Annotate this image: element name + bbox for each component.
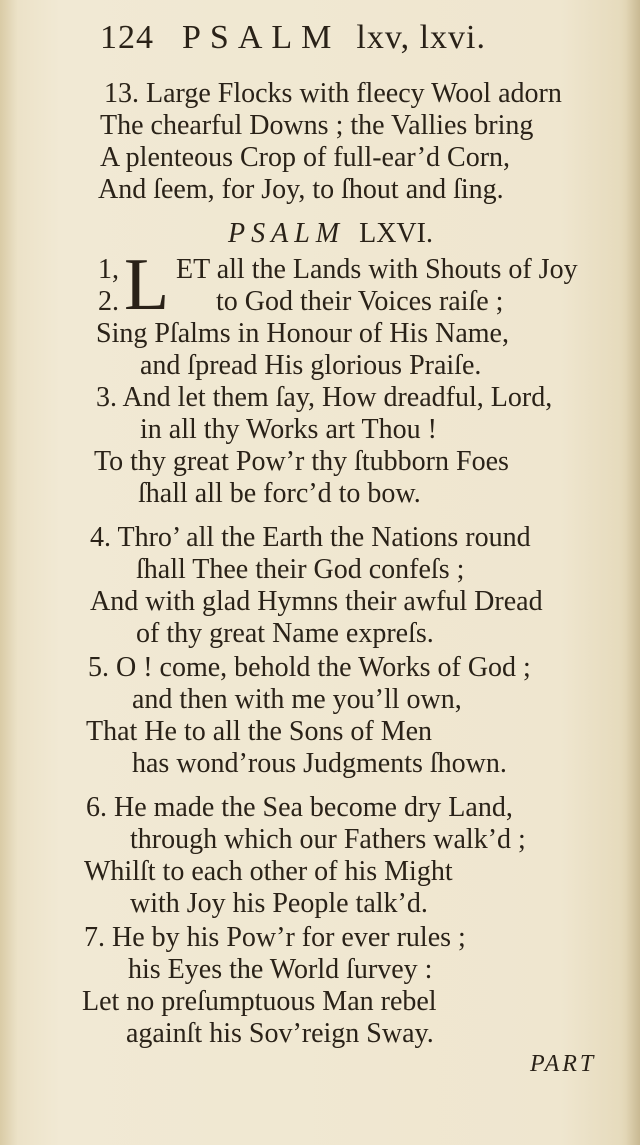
psalm-heading-word: PSALM — [228, 218, 346, 249]
verse-line: 4. Thro’ all the Earth the Nations round — [90, 522, 531, 553]
verse-line: againſt his Sov’reign Sway. — [126, 1018, 434, 1049]
header-psalms: lxv, lxvi. — [356, 19, 487, 56]
verse-line: and ſpread His glorious Praiſe. — [140, 350, 482, 381]
psalm-heading — [228, 218, 433, 250]
verse-line: To thy great Pow’r thy ſtubborn Foes — [94, 446, 509, 477]
verse-line: ſhall Thee their God confeſs ; — [136, 554, 465, 585]
catchword: PART — [530, 1051, 597, 1077]
verse-line: Whilſt to each other of his Might — [84, 856, 453, 887]
verse-line: And with glad Hymns their awful Dread — [90, 586, 543, 617]
verse-line: ET all the Lands with Shouts of Joy — [176, 254, 578, 285]
verse-line: 5. O ! come, behold the Works of God ; — [88, 652, 531, 683]
verse-line: Sing Pſalms in Honour of His Name, — [96, 318, 509, 349]
verse-line: The chearful Downs ; the Vallies bring — [100, 110, 534, 141]
verse-line: through which our Fathers walk’d ; — [130, 824, 526, 855]
verse-line: in all thy Works art Thou ! — [140, 414, 437, 445]
running-header — [100, 19, 487, 56]
verse-line: That He to all the Sons of Men — [86, 716, 433, 747]
verse-line: And ſeem, for Joy, to ſhout and ſing. — [98, 174, 504, 205]
verse-line: has wond’rous Judgments ſhown. — [132, 748, 507, 779]
verse-line: 6. He made the Sea become dry Land, — [86, 792, 513, 823]
verse-line: with Joy his People talk’d. — [130, 888, 428, 919]
verse-line: 7. He by his Pow’r for ever rules ; — [84, 922, 466, 953]
verse-line: ſhall all be forc’d to bow. — [138, 478, 421, 509]
verse-line: and then with me you’ll own, — [132, 684, 462, 715]
header-title: PSALM — [182, 19, 341, 56]
verse-number: 2. — [98, 286, 119, 317]
verse-line: Let no preſumptuous Man rebel — [82, 986, 437, 1017]
verse-line: A plenteous Crop of full-ear’d Corn, — [100, 142, 511, 173]
verse-line: of thy great Name expreſs. — [136, 618, 434, 649]
drop-cap: L — [124, 244, 170, 326]
page-edge-shadow — [626, 0, 640, 1145]
verse-line: 3. And let them ſay, How dreadful, Lord, — [96, 382, 553, 413]
verse-line: 13. Large Flocks with fleecy Wool adorn — [104, 78, 562, 109]
verse-line: his Eyes the World ſurvey : — [128, 954, 433, 985]
verse-line: to God their Voices raiſe ; — [216, 286, 504, 317]
verse-number: 1, — [98, 254, 119, 285]
page-number: 124 — [100, 19, 154, 56]
psalm-heading-number: LXVI. — [359, 218, 433, 249]
